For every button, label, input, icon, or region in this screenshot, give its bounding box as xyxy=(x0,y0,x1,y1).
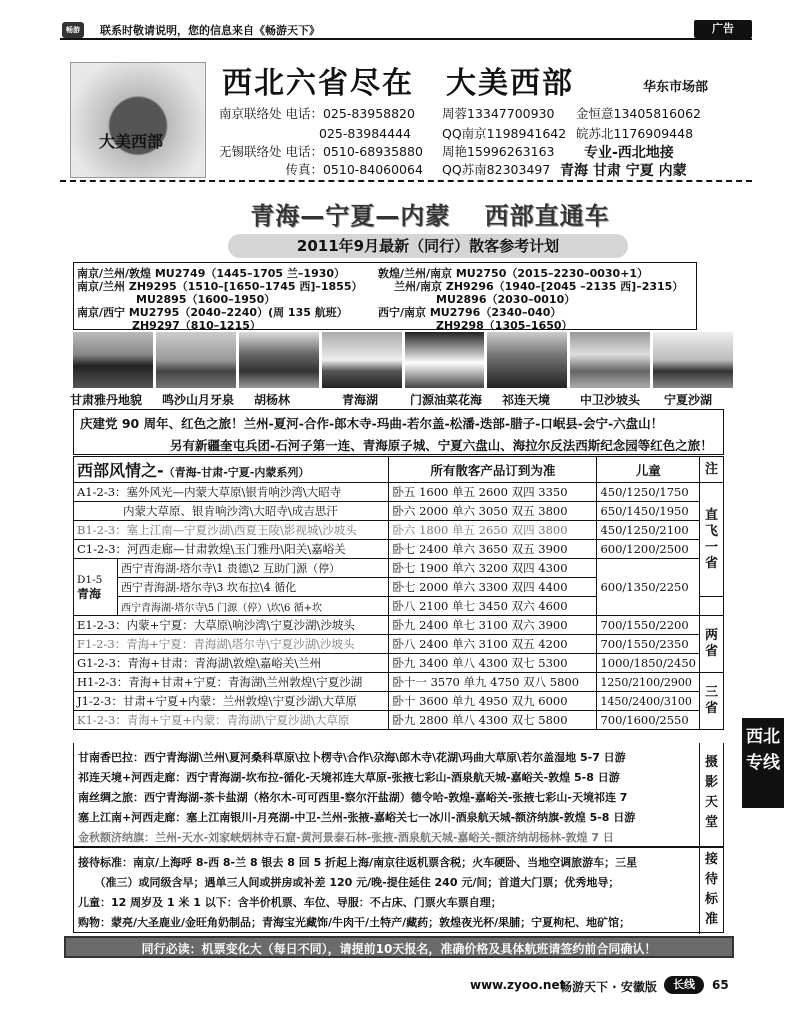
child-cell: 1000/1850/2450 xyxy=(597,654,700,673)
child-cell: 450/1250/2100 xyxy=(597,521,700,540)
publication-name: 畅游天下 · 安徽版 xyxy=(560,980,657,994)
photo-captions xyxy=(70,391,730,407)
route-cell: J1-2-3：甘肃+宁夏+内蒙：兰州敦煌\宁夏沙湖\大草原 xyxy=(74,692,389,711)
photo-caption: 祁连天境 xyxy=(502,393,551,407)
route-cell: 西宁青海湖-塔尔寺\3 坎布拉\4 循化 xyxy=(118,578,389,597)
col-price-header: 所有散客产品订到为准 xyxy=(389,457,597,483)
table-row xyxy=(74,559,724,578)
route-line: 塞上江南+河西走廊：塞上江南银川-月亮湖-中卫-兰州-张掖-嘉峪关七一冰川-酒泉航天城-额济纳旗-敦煌 5-8 日游 xyxy=(78,811,636,824)
route-cell: A1-2-3：塞外风光—内蒙大草原\银肯响沙湾\大昭寺 xyxy=(74,483,389,502)
flight-line: 南京/西宁 MU2795（2040–2240）(周 135 航班） xyxy=(77,306,348,319)
company-title: 西北六省尽在 大美西部 xyxy=(222,66,574,101)
price-table xyxy=(73,456,724,730)
d15-name: 青海 xyxy=(77,587,102,601)
photo-caption: 鸣沙山月牙泉 xyxy=(162,393,235,407)
d15-code: D1-5 xyxy=(77,574,103,586)
route-cell: F1-2-3：青海+宁夏：青海湖\塔尔寺\宁夏沙湖\沙坡头 xyxy=(74,635,389,654)
photo-caption: 胡杨林 xyxy=(254,393,291,407)
website-link[interactable]: www.zyoo.net xyxy=(470,978,566,992)
provinces-tag: 青海 甘肃 宁夏 内蒙 xyxy=(560,163,687,179)
child-cell: 450/1250/1750 xyxy=(597,483,700,502)
d15-label-cell xyxy=(74,559,118,616)
price-cell: 卧九 2800 单八 4300 双七 5800 xyxy=(389,711,597,730)
child-cell: 600/1200/2500 xyxy=(597,540,700,559)
standard-line: 接待标准：南京/上海呼 8-西 8-兰 8 银去 8 回 5 折起上海/南京往返机票含税；火车硬卧、当地空调旅游车；三星 xyxy=(78,856,638,869)
route-cell: H1-2-3：青海+甘肃+宁夏：青海湖\兰州敦煌\宁夏沙湖 xyxy=(74,673,389,692)
photography-routes xyxy=(73,743,724,847)
route-cell: 西宁青海湖-塔尔寺\5 门源（停）\坎\6 循+坎 xyxy=(118,597,389,616)
col-child-header: 儿童 xyxy=(597,457,700,483)
contact-line: 南京联络处 电话：025-83958820 xyxy=(219,106,415,121)
price-cell: 卧十 3600 单九 4950 双九 6000 xyxy=(389,692,597,711)
table-row xyxy=(74,673,724,692)
price-cell: 卧八 2400 单六 3100 双五 4200 xyxy=(389,635,597,654)
route-cell: B1-2-3：塞上江南—宁夏沙湖\西夏王陵\影视城\沙坡头 xyxy=(74,521,389,540)
flight-schedule xyxy=(73,262,697,330)
route-cell: 西宁青海湖-塔尔寺\1 贵德\2 互助门源（停） xyxy=(118,559,389,578)
photo-caption: 青海湖 xyxy=(342,393,379,407)
photo-caption: 宁夏沙湖 xyxy=(664,393,713,407)
specialty-tag: 专业-西北地接 xyxy=(584,145,674,161)
department-name: 华东市场部 xyxy=(643,80,709,95)
photo-paradise-label: 摄影天堂 xyxy=(699,743,723,847)
page-footer xyxy=(0,972,800,1002)
dashed-divider xyxy=(60,180,752,182)
top-rule xyxy=(60,38,752,40)
price-cell: 卧七 1900 单六 3200 双四 4300 xyxy=(389,559,597,578)
flight-line: ZH9298（1305–1650） xyxy=(436,319,573,332)
price-cell: 卧九 3400 单八 4300 双七 5300 xyxy=(389,654,597,673)
table-title: 西部风情之- xyxy=(77,461,164,480)
route-line: 金秋额济纳旗：兰州-天水-刘家峡炳林寺石窟-黄河景泰石林-张掖-酒泉航天城-嘉峪关-额济纳胡杨林-敦煌 7 日 xyxy=(78,831,614,844)
company-logo-image xyxy=(70,62,206,178)
photo-rapeseed-field xyxy=(405,332,485,388)
red-tour-box xyxy=(73,409,724,455)
table-title-sub: （青海-甘肃-宁夏-内蒙系列） xyxy=(163,466,310,479)
child-cell: 600/1350/2250 xyxy=(597,559,700,616)
contact-line: QQ苏南82303497 xyxy=(442,162,551,177)
price-cell: 卧七 2000 单六 3300 双四 4400 xyxy=(389,578,597,597)
contact-line: 025-83984444 xyxy=(219,126,411,141)
route-cell: K1-2-3：青海+宁夏+内蒙：青海湖\宁夏沙湖\大草原 xyxy=(74,711,389,730)
flight-line: MU2895（1600–1950） xyxy=(136,293,276,306)
photo-poplar-forest xyxy=(239,332,319,388)
contact-line: 周艳15996263163 xyxy=(442,144,555,159)
flight-line: 兰州/南京 ZH9296（1940–[2045 –2135 西]–2315） xyxy=(394,280,684,293)
table-title-cell xyxy=(74,457,389,483)
price-cell: 卧十一 3570 单九 4750 双八 5800 xyxy=(389,673,597,692)
booking-notice: 同行必读：机票变化大（每日不同），请提前10天报名，准确价格及具体航班请签约前合同确认！ xyxy=(64,936,734,958)
contact-line: QQ南京1198941642 xyxy=(442,126,567,141)
top-bar xyxy=(0,0,800,40)
route-banner: 青海—宁夏—内蒙 西部直通车 xyxy=(250,202,610,230)
photo-caption: 中卫沙坡头 xyxy=(580,393,641,407)
col-note-header: 注 xyxy=(700,457,724,483)
contact-line: 金恒意13405816062 xyxy=(576,106,701,121)
flight-line: 南京/兰州 ZH9295（1510–[1650–1745 西]–1855） xyxy=(77,280,363,293)
child-cell: 700/1600/2550 xyxy=(597,711,700,730)
plan-subtitle: 2011年9月最新（同行）散客参考计划 xyxy=(228,234,628,258)
route-line: 甘南香巴拉：西宁青海湖\兰州\夏河桑科草原\拉卜楞寺\合作\尕海\郎木寺\花湖\玛曲大草原\若尔盖湿地 5-7 日游 xyxy=(78,751,626,764)
company-header xyxy=(62,50,752,178)
standard-line: 购物：蒙亮/大圣鹿业/金旺角奶制品；青海宝光藏饰/牛肉干/土特产/藏药；敦煌夜光杯/果脯；宁夏枸杞、地矿馆； xyxy=(78,916,631,929)
route-cell: C1-2-3：河西走廊—甘肃敦煌\玉门雅丹\阳关\嘉峪关 xyxy=(74,540,389,559)
contact-line: 皖苏北1176909448 xyxy=(576,126,694,141)
flight-line: 敦煌/兰州/南京 MU2750（2015–2230–0030+1） xyxy=(378,267,649,280)
child-cell: 650/1450/1950 xyxy=(597,502,700,521)
table-row xyxy=(74,521,724,540)
photo-caption: 甘肃雅丹地貌 xyxy=(70,393,143,407)
route-line: 祁连天境+河西走廊：西宁青海湖-坎布拉-循化-天境祁连大草原-张掖七彩山-酒泉航天城-嘉峪关-敦煌 5-8 日游 xyxy=(78,771,620,784)
table-header-row xyxy=(74,457,724,483)
child-cell: 1250/2100/2900 xyxy=(597,673,700,692)
child-cell: 700/1550/2200 xyxy=(597,616,700,635)
table-row xyxy=(74,654,724,673)
photo-qilian xyxy=(487,332,567,388)
note-three-provinces: 三省 xyxy=(700,673,724,730)
price-cell: 卧七 2400 单六 3650 双五 3900 xyxy=(389,540,597,559)
photo-sand-lake xyxy=(653,332,733,388)
flight-line: 南京/兰州/敦煌 MU2749（1445–1705 兰–1930） xyxy=(77,267,346,280)
flight-line: MU2896（2030–0010） xyxy=(436,293,576,306)
standard-line: 儿童：12 周岁及 1 米 1 以下：含半价机票、车位、导服：不占床、门票火车票自理； xyxy=(78,896,502,909)
source-note: 联系时敬请说明，您的信息来自《畅游天下》 xyxy=(100,24,320,37)
magazine-logo: 畅游 xyxy=(62,22,84,38)
photo-yardang xyxy=(73,332,153,388)
photo-shapotou xyxy=(570,332,650,388)
contact-line: 无锡联络处 电话：0510-68935880 xyxy=(219,144,423,159)
price-cell: 卧六 1800 单五 2650 双四 3800 xyxy=(389,521,597,540)
photo-qinghai-lake xyxy=(322,332,402,388)
red-tour-line: 另有新疆奎屯兵团-石河子第一连、青海原子城、宁夏六盘山、海拉尔反法西斯纪念园等红色之旅！ xyxy=(170,438,713,453)
price-cell: 卧八 2100 单七 3450 双六 4600 xyxy=(389,597,597,616)
child-cell: 1450/2400/3100 xyxy=(597,692,700,711)
service-standards xyxy=(73,847,724,933)
red-tour-line: 庆建党 90 周年、红色之旅！兰州-夏河-合作-郎木寺-玛曲-若尔盖-松潘-迭部-腊子-口岷县-会宁-六盘山！ xyxy=(80,416,664,431)
price-cell: 卧五 1600 单五 2600 双四 3350 xyxy=(389,483,597,502)
note-two-provinces: 两省 xyxy=(700,616,724,673)
child-cell: 700/1550/2350 xyxy=(597,635,700,654)
section-badge: 长线 xyxy=(664,976,704,994)
section-side-tab: 西北专线 xyxy=(742,718,784,808)
route-line: 南丝绸之旅：西宁青海湖-茶卡盐湖（格尔木-可可西里-察尔汗盐湖）德令哈-敦煌-嘉峪关-张掖七彩山-天境祁连 7 xyxy=(78,791,628,804)
contact-line: 周蓉13347700930 xyxy=(442,106,555,121)
page-number: 65 xyxy=(712,978,729,992)
table-row xyxy=(74,616,724,635)
route-cell: E1-2-3：内蒙+宁夏：大草原\响沙湾\宁夏沙湖\沙坡头 xyxy=(74,616,389,635)
route-cell: 内蒙大草原、银肯响沙湾\大昭寺\成吉思汗 xyxy=(74,502,389,521)
photo-strip xyxy=(73,332,733,388)
flight-line: 西宁/南京 MU2796（2340–040） xyxy=(378,306,562,319)
price-cell: 卧九 2400 单七 3100 双六 3900 xyxy=(389,616,597,635)
table-row xyxy=(74,483,724,502)
flight-line: ZH9297（810–1215） xyxy=(132,319,261,332)
table-row xyxy=(74,711,724,730)
table-row xyxy=(74,502,724,521)
table-row xyxy=(74,635,724,654)
ad-badge: 广告 xyxy=(694,20,752,38)
photo-crescent-spring xyxy=(156,332,236,388)
photo-caption: 门源油菜花海 xyxy=(410,393,483,407)
note-direct-flight: 直飞一省 xyxy=(700,483,724,597)
note-spacer xyxy=(700,597,724,616)
logo-seal-text: 大美西部 xyxy=(99,132,164,151)
price-cell: 卧六 2000 单六 3050 双五 3800 xyxy=(389,502,597,521)
standard-line: （准三）或同级含早；遇单三人间或拼房或补差 120 元/晚-提住延住 240 元/间；首道大门票；优秀地导； xyxy=(78,876,620,889)
table-row xyxy=(74,692,724,711)
contact-line: 传真：0510-84060064 xyxy=(219,162,423,177)
table-row xyxy=(74,540,724,559)
standards-label: 接待标准 xyxy=(699,848,723,934)
route-cell: G1-2-3：青海+甘肃：青海湖\敦煌\嘉峪关\兰州 xyxy=(74,654,389,673)
